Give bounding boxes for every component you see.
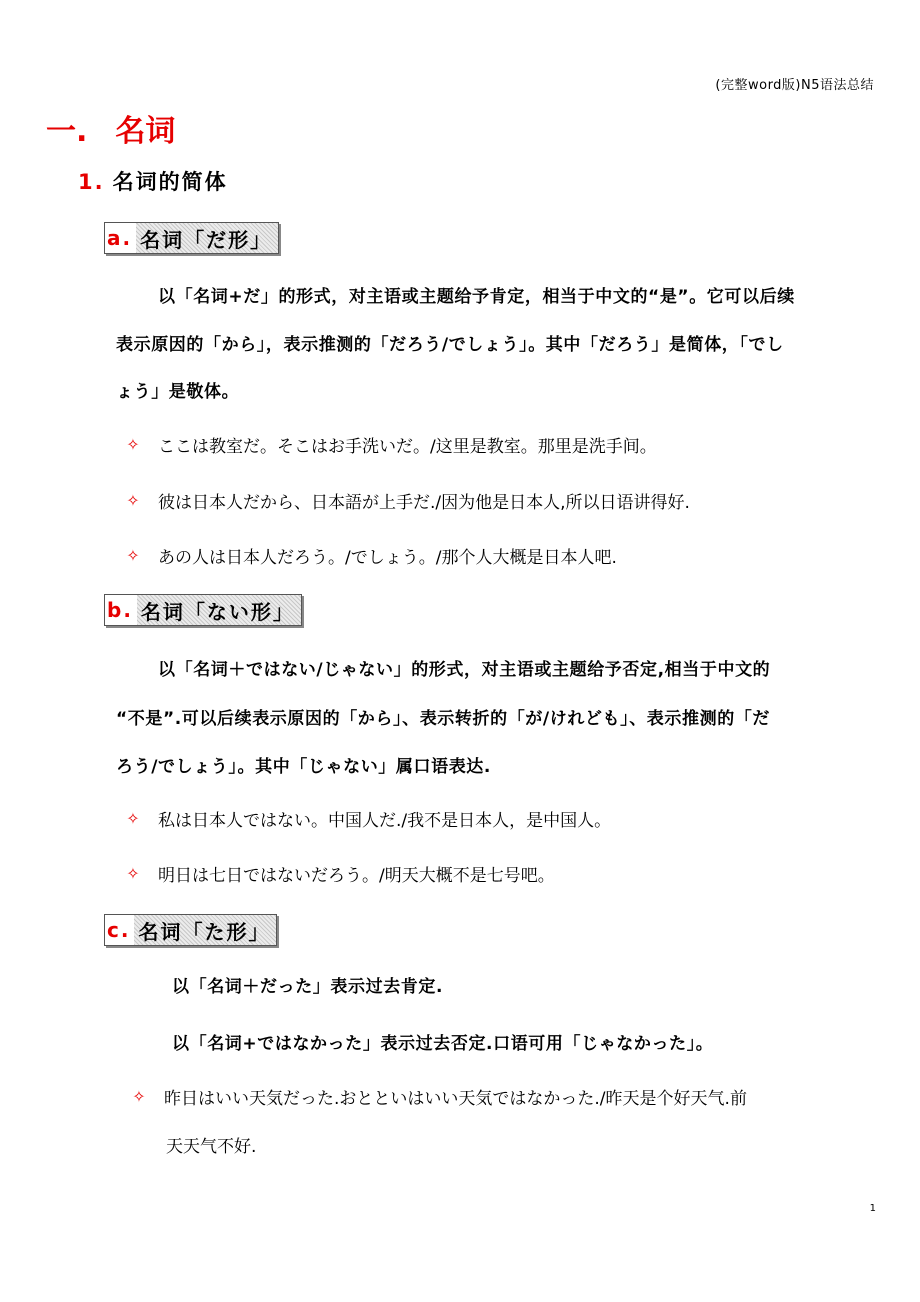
part-c-para-line: 以「名词＋だった」表示过去肯定. [172,977,444,997]
example-text: 私は日本人ではない。中国人だ./我不是日本人，是中国人。 [158,811,612,831]
part-a-letter: a. [105,226,136,250]
example-item [122,432,657,457]
bullet-icon: ✧ [126,546,140,565]
bullet-icon: ✧ [126,435,140,454]
part-a-title: 名词「だ形」 [136,223,278,253]
part-a-para-line: 以「名词+だ」的形式，对主语或主题给予肯定，相当于中文的“是”。它可以后续 [158,287,795,307]
example-text: 明日は七日ではないだろう。/明天大概不是七号吧。 [158,866,555,886]
part-b-para-line: “不是”.可以后续表示原因的「から」、表示转折的「が/けれども」、表示推测的「だ [116,709,771,729]
example-text: 彼は日本人だから、日本語が上手だ./因为他是日本人,所以日语讲得好. [158,493,690,513]
example-continuation: 天天气不好. [166,1137,257,1157]
part-b-para-line: ろう/でしょう」。其中「じゃない」属口语表达. [116,757,491,777]
section-heading [46,106,175,150]
example-text: ここは教室だ。そこはお手洗いだ。/这里是教室。那里是洗手间。 [158,437,657,457]
part-c-para-line: 以「名词+ではなかった」表示过去否定.口语可用「じゃなかった」。 [172,1034,714,1054]
example-item [122,861,555,886]
part-a-heading [104,222,279,254]
bullet-icon: ✧ [126,491,140,510]
document-header: (完整word版)N5语法总结 [715,78,874,93]
section-number: 一. [46,114,88,149]
example-item [122,488,690,513]
bullet-icon: ✧ [132,1087,146,1106]
example-text: 昨日はいい天気だった.おとといはいい天気ではなかった./昨天是个好天气.前 [164,1089,747,1109]
part-c-title: 名词「た形」 [134,915,276,945]
part-b-para-line: 以「名词＋ではない/じゃない」的形式，对主语或主题给予否定,相当于中文的 [158,660,771,680]
bullet-icon: ✧ [126,809,140,828]
example-text: あの人は日本人だろう。/でしょう。/那个人大概是日本人吧. [158,548,617,568]
part-c-heading [104,914,277,946]
subsection-title: 名词的简体 [112,170,228,194]
part-a-para-line: 表示原因的「から」，表示推测的「だろう/でしょう」。其中「だろう」是简体，「でし [116,335,784,355]
part-b-letter: b. [105,598,137,622]
example-item [128,1084,747,1109]
subsection-heading [78,166,228,196]
section-title: 名词 [115,114,176,149]
part-b-title: 名词「ない形」 [137,595,301,625]
page-number: 1 [869,1203,876,1214]
part-c-letter: c. [105,918,134,942]
subsection-number: 1. [78,170,105,194]
part-a-para-line: ょう」是敬体。 [116,382,240,402]
part-b-heading [104,594,302,626]
example-item [122,806,611,831]
bullet-icon: ✧ [126,864,140,883]
example-item [122,543,617,568]
